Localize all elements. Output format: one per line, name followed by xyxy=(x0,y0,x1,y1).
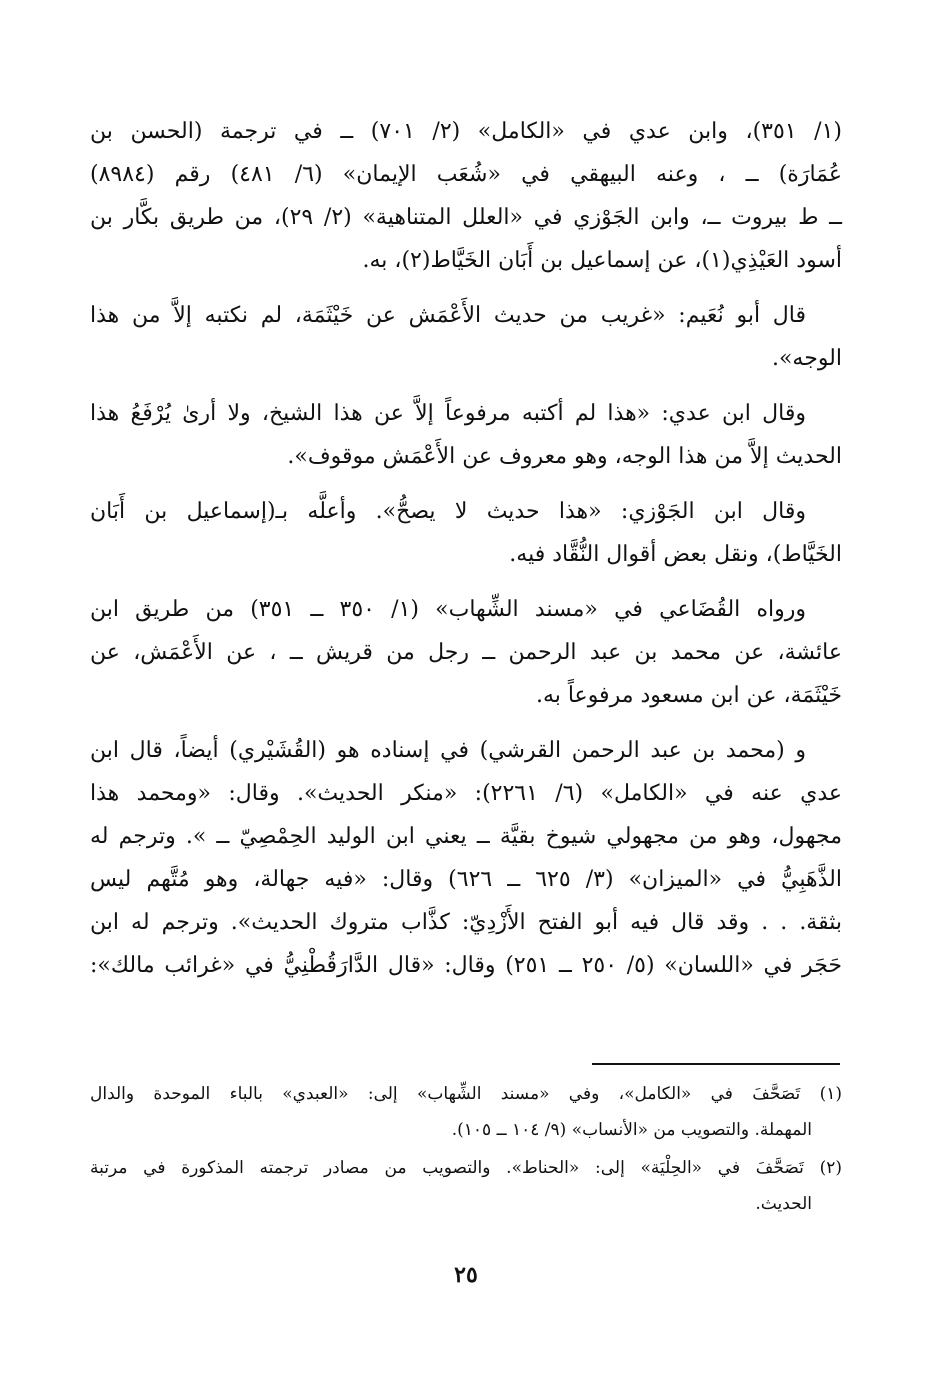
text-line: ــ ط بيروت ــ، وابن الجَوْزي في «العلل المتناهية» (٢/ ٢٩)، من طريق بكَّار بن xyxy=(90,205,843,230)
text-line: مجهول، وهو من مجهولي شيوخ بقيَّة ــ يعني ابن الوليد الحِمْصِيّ ــ ». وترجم له xyxy=(90,824,842,849)
footnotes xyxy=(90,1076,842,1224)
footnote-line: المهملة. والتصويب من «الأنساب» (٩/ ١٠٤ ــ ١٠٥). xyxy=(451,1120,812,1140)
text-line: عُمَارَة) ــ ، وعنه البيهقي في «شُعَب الإيمان» (٦/ ٤٨١) رقم (٨٩٨٤) xyxy=(90,162,843,187)
footnote-line: (١) تَصَحَّفَ في «الكامل»، وفي «مسند الشِّهاب» إلى: «العبدي» بالباء الموحدة والدال xyxy=(90,1084,842,1104)
paragraph-1 xyxy=(90,110,842,282)
main-text xyxy=(90,110,842,999)
text-line: حَجَر في «اللسان» (٥/ ٢٥٠ ــ ٢٥١) وقال: «قال الدَّارَقُطْنِيُّ في «غرائب مالك»: xyxy=(90,953,842,978)
text-line: الذَّهَبِيُّ في «الميزان» (٣/ ٦٢٥ ــ ٦٢٦) وقال: «فيه جهالة، وهو مُتَّهم ليس xyxy=(90,867,842,892)
text-line: خَيْثَمَة، عن ابن مسعود مرفوعاً به. xyxy=(535,683,842,708)
footnote-line: (٢) تَصَحَّفَ في «الحِلْيَة» إلى: «الحناط». والتصويب من مصادر ترجمته المذكورة في مرتبة xyxy=(90,1158,842,1178)
footnote-divider xyxy=(592,1063,840,1065)
footnote-2 xyxy=(90,1150,842,1222)
text-line: و (محمد بن عبد الرحمن القرشي) في إسناده هو (القُشَيْري) أيضاً، قال ابن xyxy=(90,738,806,763)
text-line: (١/ ٣٥١)، وابن عدي في «الكامل» (٢/ ٧٠١) ــ في ترجمة (الحسن بن xyxy=(90,119,843,144)
text-line: الوجه». xyxy=(771,346,842,371)
paragraph-3 xyxy=(90,392,842,478)
footnote-line: الحديث. xyxy=(755,1194,812,1214)
paragraph-4 xyxy=(90,490,842,576)
text-line: ورواه القُضَاعي في «مسند الشِّهاب» (١/ ٣٥٠ ــ ٣٥١) من طريق ابن xyxy=(90,597,806,622)
text-line: عدي عنه في «الكامل» (٦/ ٢٢٦١): «منكر الحديث». وقال: «ومحمد هذا xyxy=(90,781,842,806)
footnote-1 xyxy=(90,1076,842,1148)
text-line: الحديث إلاَّ من هذا الوجه، وهو معروف عن الأَعْمَش موقوف». xyxy=(287,444,842,469)
text-line: قال أبو نُعَيم: «غريب من حديث الأَعْمَش عن خَيْثَمَة، لم نكتبه إلاَّ من هذا xyxy=(90,303,806,328)
text-line: الخَيَّاط)، ونقل بعض أقوال النُّقَّاد فيه. xyxy=(509,542,842,567)
paragraph-2 xyxy=(90,294,842,380)
text-line: وقال ابن الجَوْزي: «هذا حديث لا يصحُّ». وأعلَّه بـ(إسماعيل بن أَبَان xyxy=(90,499,806,524)
text-line: أسود العَيْذِي(١)، عن إسماعيل بن أَبَان الخَيَّاط(٢)، به. xyxy=(362,248,842,273)
paragraph-6 xyxy=(90,729,842,987)
text-line: بثقة. . . وقد قال فيه أبو الفتح الأَزْدِيّ: كذَّاب متروك الحديث». وترجم له ابن xyxy=(90,910,842,935)
text-line: عائشة، عن محمد بن عبد الرحمن ــ رجل من قريش ــ ، عن الأَعْمَش، عن xyxy=(90,640,842,665)
paragraph-5 xyxy=(90,588,842,717)
page-number: ٢٥ xyxy=(454,1262,478,1288)
text-line: وقال ابن عدي: «هذا لم أكتبه مرفوعاً إلاَّ عن هذا الشيخ، ولا أرىٰ يُرْفَعُ هذا xyxy=(90,401,806,426)
